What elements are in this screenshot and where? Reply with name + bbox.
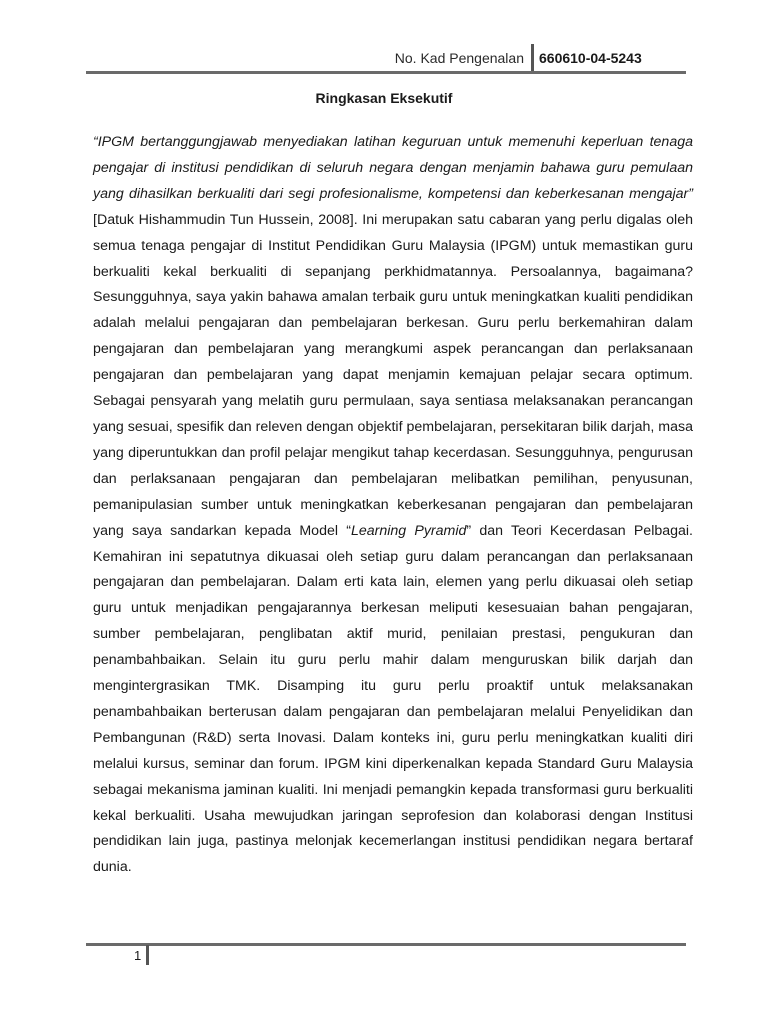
id-label: No. Kad Pengenalan: [394, 50, 524, 66]
page-header: [86, 44, 686, 72]
header-rule: [86, 71, 686, 74]
footer-divider: [146, 945, 149, 965]
page-number: 1: [134, 948, 142, 963]
paragraph-part-2: ” dan Teori Kecerdasan Pelbagai. Kemahiran ini sepatutnya dikuasai oleh setiap guru dalam perancangan dan perlaksanaan pengajaran dan pembelajaran. Dalam erti kata lain, elemen yang perlu dikuasai oleh setiap guru untuk menjadikan pengajarannya berkesan meliputi kesesuaian bahan pengajaran, sumber pembelajaran, penglibatan aktif murid, penilaian prestasi, pengukuran dan penambahbaikan. Selain itu guru perlu mahir dalam menguruskan bilik darjah dan mengintergrasikan TMK. Disamping itu guru perlu proaktif untuk melaksanakan penambahbaikan berterusan dalam pengajaran dan pembelajaran melalui Penyelidikan dan Pembangunan (R&D) serta Inovasi. Dalam konteks ini, guru perlu meningkatkan kualiti diri melalui kursus, seminar dan forum. IPGM kini diperkenalkan kepada Standard Guru Malaysia sebagai mekanisma jaminan kualiti. Ini menjadi pemangkin kepada transformasi guru berkualiti kekal berkualiti. Usaha mewujudkan jaringan seprofesion dan kolaborasi dengan Institusi pendidikan lain juga, pastinya melonjak kecemerlangan institusi pendidikan negara bertaraf dunia.: [93, 522, 693, 876]
paragraph-part-1: [Datuk Hishammudin Tun Hussein, 2008]. Ini merupakan satu cabaran yang perlu digalas oleh semua tenaga pengajar di Institut Pendidikan Guru Malaysia (IPGM) untuk memastikan guru berkualiti kekal berkualiti di sepanjang perkhidmatannya. Persoalannya, bagaimana? Sesungguhnya, saya yakin bahawa amalan terbaik guru untuk meningkatkan kualiti pendidikan adalah melalui pengajaran dan pembelajaran berkesan. Guru perlu berkemahiran dalam pengajaran dan pembelajaran yang merangkumi aspek perancangan dan perlaksanaan pengajaran dan pembelajaran yang dapat menjamin kemajuan pelajar secara optimum. Sebagai pensyarah yang melatih guru permulaan, saya sentiasa melaksanakan perancangan yang sesuai, spesifik dan releven dengan objektif pembelajaran, persekitaran bilik darjah, masa yang diperuntukkan dan profil pelajar mengikut tahap kecerdasan. Sesungguhnya, pengurusan dan perlaksanaan pengajaran dan pembelajaran melibatkan pemilihan, penyusunan, pemanipulasian sumber untuk meningkatkan keberkesanan pengajaran dan pembelajaran yang saya sandarkan kepada Model “: [93, 211, 693, 539]
executive-summary-paragraph: [93, 130, 693, 881]
id-value: 660610-04-5243: [539, 50, 642, 66]
page-title: Ringkasan Eksekutif: [315, 90, 453, 106]
header-divider: [531, 44, 534, 72]
opening-quote: “IPGM bertanggungjawab menyediakan latihan keguruan untuk memenuhi keperluan tenaga pengajar di institusi pendidikan di seluruh negara dengan menjamin bahawa guru pemulaan yang dihasilkan berkualiti dari segi profesionalisme, kompetensi dan keberkesanan mengajar”: [93, 134, 693, 202]
model-name: Learning Pyramid: [350, 522, 467, 539]
footer-rule: [86, 943, 686, 946]
